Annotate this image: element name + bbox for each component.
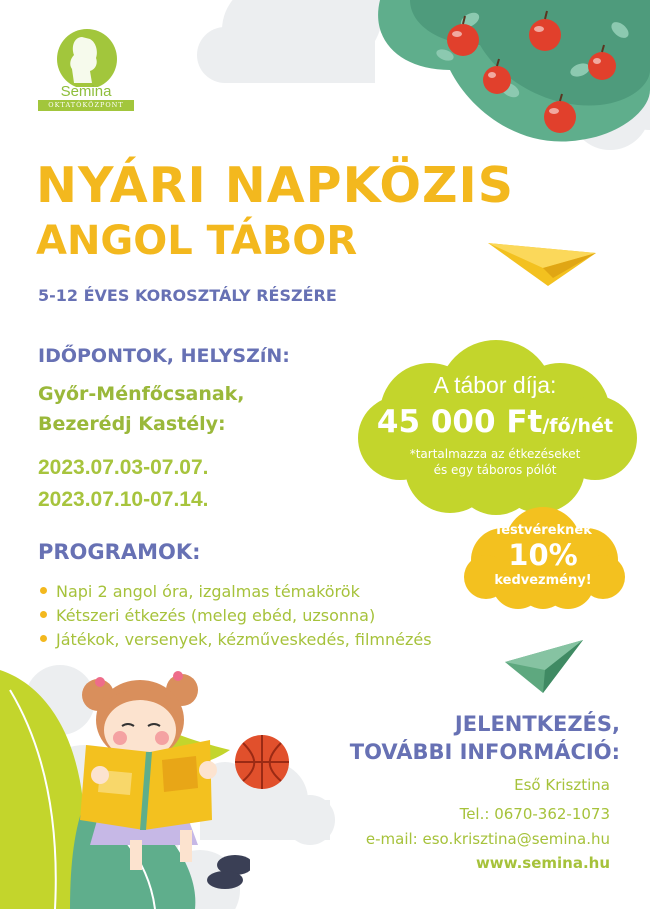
basketball-icon [233, 733, 291, 791]
contact-heading-1: JELENTKEZÉS, [454, 712, 620, 736]
contact-name: Eső Krisztina [514, 776, 610, 794]
contact-website[interactable]: www.semina.hu [475, 854, 610, 872]
semina-logo-icon [52, 25, 122, 87]
contact-heading-2: TOVÁBBI INFORMÁCIÓ: [349, 740, 620, 764]
paper-plane-yellow-icon [488, 238, 598, 288]
bullet-dot-icon [40, 611, 47, 618]
list-item: Kétszeri étkezés (meleg ebéd, uzsonna) [40, 604, 432, 628]
discount-line-2: kedvezmény! [494, 573, 592, 588]
contact-phone[interactable]: Tel.: 0670-362-1073 [459, 805, 610, 823]
logo-tagline: OKTATÓKÖZPONT [38, 100, 134, 111]
date-2: 2023.07.10-07.14. [38, 488, 209, 511]
logo-name: Semina [60, 83, 112, 100]
bullet-dot-icon [40, 635, 47, 642]
price-amount: 45 000 Ft [376, 404, 543, 440]
discount-line-1: Testvéreknek [494, 523, 592, 538]
paper-plane-green-icon [505, 640, 585, 695]
programs-list [40, 580, 432, 652]
programs-heading: PROGRAMOK: [38, 540, 201, 564]
price-note-2: és egy táboros pólót [433, 463, 557, 477]
subtitle: 5-12 ÉVES KOROSZTÁLY RÉSZÉRE [38, 286, 337, 305]
schedule-heading: IDŐPONTOK, HELYSZíN: [38, 345, 290, 367]
bullet-dot-icon [40, 587, 47, 594]
price-label: A tábor díja: [433, 372, 557, 398]
price-unit: /fő/hét [542, 415, 614, 437]
discount-percent: 10% [508, 538, 578, 572]
apple-tree-illustration [350, 0, 650, 150]
girl-reading-illustration [70, 660, 250, 890]
list-item: Napi 2 angol óra, izgalmas témakörök [40, 580, 432, 604]
list-item: Játékok, versenyek, kézműveskedés, filmnézés [40, 628, 432, 652]
date-1: 2023.07.03-07.07. [38, 456, 209, 479]
contact-email[interactable]: e-mail: eso.krisztina@semina.hu [365, 830, 610, 848]
title-line-2: ANGOL TÁBOR [36, 218, 358, 264]
title-line-1: NYÁRI NAPKÖZIS [36, 157, 515, 214]
location-line-1: Győr-Ménfőcsanak, [38, 383, 245, 405]
price-note-1: *tartalmazza az étkezéseket [409, 447, 581, 461]
location-line-2: Bezerédj Kastély: [38, 413, 226, 435]
